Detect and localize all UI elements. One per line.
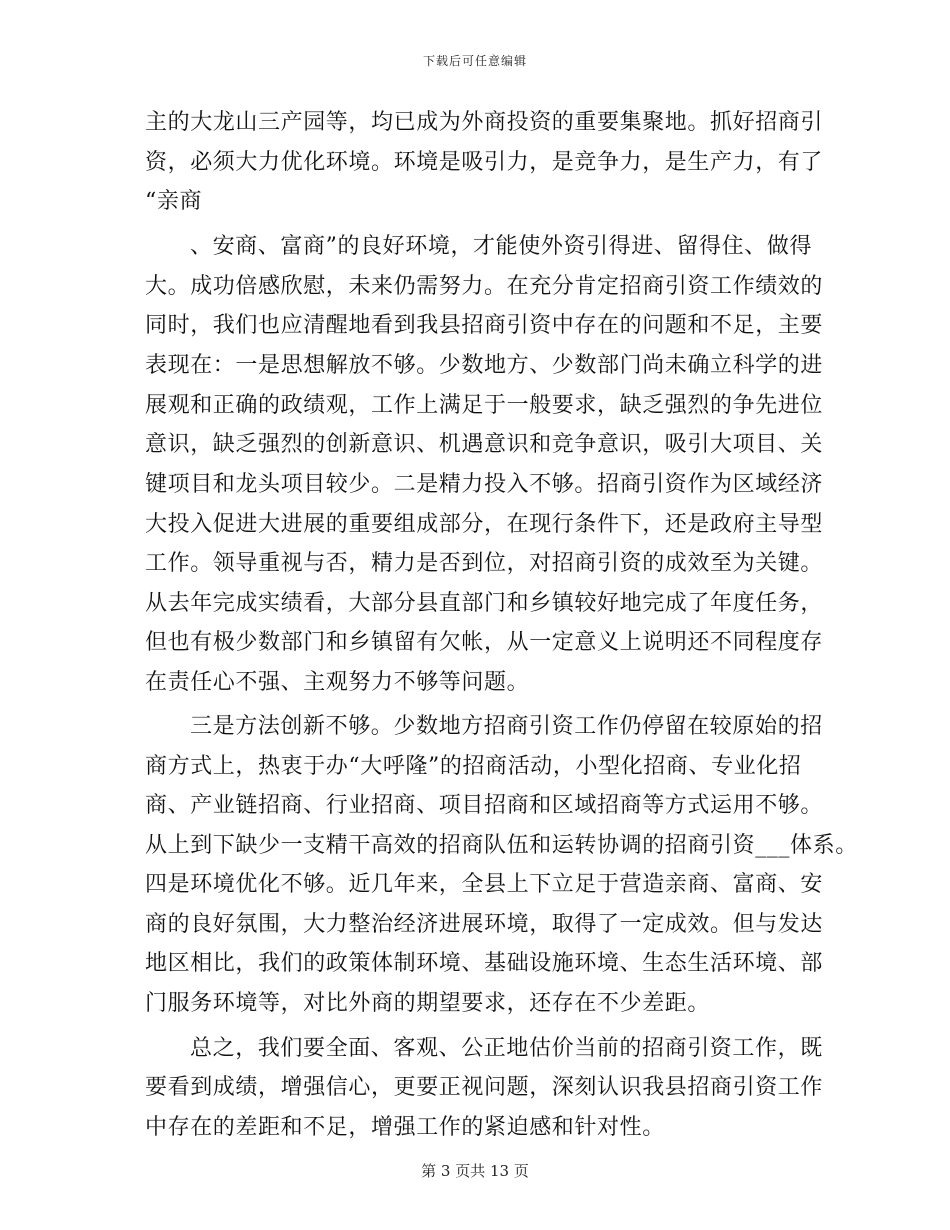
text-line: 商方式上，热衷于办“大呼隆”的招商活动，小型化招商、专业化招 bbox=[145, 754, 802, 779]
text-line: 主的大龙山三产园等，均已成为外商投资的重要集聚地。抓好招商引 bbox=[145, 110, 824, 135]
text-line: 大。成功倍感欣慰，未来仍需努力。在充分肯定招商引资工作绩效的 bbox=[145, 274, 824, 299]
text-line: 但也有极少数部门和乡镇留有欠帐，从一定意义上说明还不同程度存 bbox=[145, 630, 824, 655]
text-line: 门服务环境等，对比外商的期望要求，还存在不少差距。 bbox=[145, 991, 711, 1016]
text-line: 要看到成绩，增强信心，更要正视问题，深刻认识我县招商引资工作 bbox=[145, 1075, 824, 1100]
text-line: 地区相比，我们的政策体制环境、基础设施环境、生态生活环境、部 bbox=[145, 951, 824, 976]
text-line: 表现在：一是思想解放不够。少数地方、少数部门尚未确立科学的进 bbox=[145, 353, 824, 378]
text-line: 资，必须大力优化环境。环境是吸引力，是竞争力，是生产力，有了 bbox=[145, 150, 824, 175]
text-line: 大投入促进大进展的重要组成部分，在现行条件下，还是政府主导型 bbox=[145, 512, 824, 537]
page-footer: 第 3 页共 13 页 bbox=[421, 1162, 529, 1180]
text-line: 商、产业链招商、行业招商、项目招商和区域招商等方式运用不够。 bbox=[145, 793, 824, 818]
text-line: 中存在的差距和不足，增强工作的紧迫感和针对性。 bbox=[145, 1115, 665, 1140]
text-line: 意识，缺乏强烈的创新意识、机遇意识和竞争意识，吸引大项目、关 bbox=[145, 432, 824, 457]
text-line: 从去年完成实绩看，大部分县直部门和乡镇较好地完成了年度任务， bbox=[145, 591, 824, 616]
text-line: 总之，我们要全面、客观、公正地估价当前的招商引资工作，既 bbox=[190, 1036, 823, 1061]
text-line: 同时，我们也应清醒地看到我县招商引资中存在的问题和不足，主要 bbox=[145, 313, 824, 338]
text-line: “亲商 bbox=[145, 189, 203, 214]
text-line: 商的良好氛围，大力整治经济进展环境，取得了一定成效。但与发达 bbox=[145, 912, 824, 937]
text-line: 、安商、富商”的良好环境，才能使外资引得进、留得住、做得 bbox=[190, 234, 813, 259]
text-line: 从上到下缺少一支精干高效的招商队伍和运转协调的招商引资___体系。 bbox=[145, 833, 858, 858]
text-line: 键项目和龙头项目较少。二是精力投入不够。招商引资作为区域经济 bbox=[145, 472, 824, 497]
text-line: 在责任心不强、主观努力不够等问题。 bbox=[145, 670, 530, 695]
page-header: 下载后可任意编辑 bbox=[422, 54, 527, 68]
text-line: 三是方法创新不够。少数地方招商引资工作仍停留在较原始的招 bbox=[190, 714, 823, 739]
text-line: 四是环境优化不够。近几年来，全县上下立足于营造亲商、富商、安 bbox=[145, 872, 824, 897]
text-line: 工作。领导重视与否，精力是否到位，对招商引资的成效至为关键。 bbox=[145, 551, 824, 576]
text-line: 展观和正确的政绩观，工作上满足于一般要求，缺乏强烈的争先进位 bbox=[145, 393, 824, 418]
